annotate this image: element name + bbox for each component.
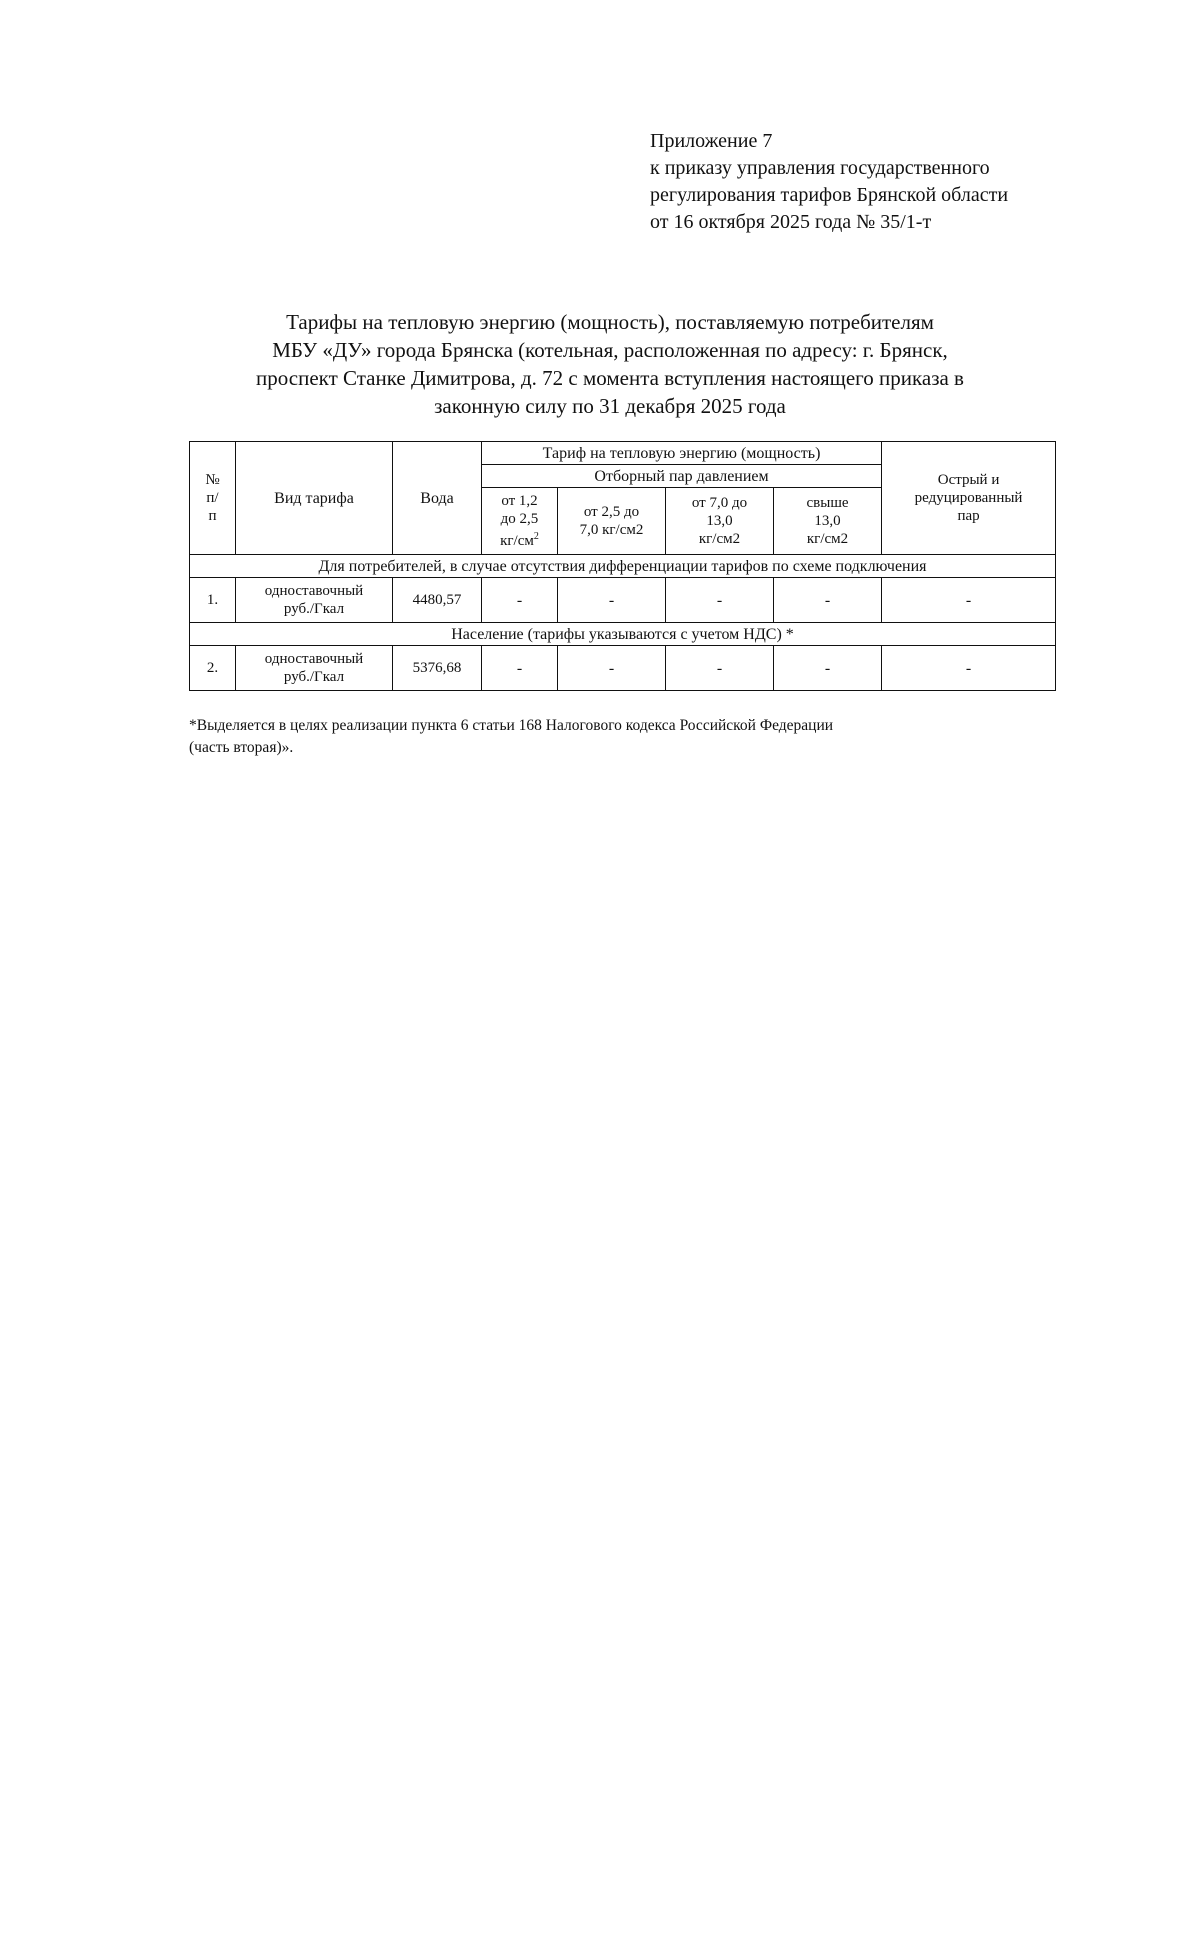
header-text: от 7,0 до bbox=[691, 495, 748, 511]
header-text: кг/см2 bbox=[698, 531, 741, 547]
header-text: от 2,5 до bbox=[583, 504, 640, 520]
kind-text: руб./Гкал bbox=[283, 669, 345, 685]
kind-text: одноставочный bbox=[264, 651, 364, 667]
header-text: пар bbox=[957, 508, 980, 524]
header-text: до 2,5 bbox=[500, 511, 539, 527]
header-text: п bbox=[208, 508, 217, 524]
header-col-2 bbox=[558, 488, 666, 555]
row-value: - bbox=[558, 646, 666, 691]
row-value: - bbox=[558, 578, 666, 623]
annex-header bbox=[650, 128, 1008, 236]
row-value: - bbox=[882, 578, 1056, 623]
header-water: Вода bbox=[393, 442, 482, 555]
annex-line: Приложение 7 bbox=[650, 130, 773, 152]
superscript: 2 bbox=[533, 531, 539, 542]
row-value: - bbox=[774, 646, 882, 691]
kind-text: одноставочный bbox=[264, 583, 364, 599]
header-text bbox=[484, 528, 555, 550]
title-line: Тарифы на тепловую энергию (мощность), поставляемую потребителям bbox=[286, 310, 934, 334]
header-kind: Вид тарифа bbox=[236, 442, 393, 555]
header-col-4 bbox=[774, 488, 882, 555]
header-text: от 1,2 bbox=[501, 493, 538, 509]
group-label: Для потребителей, в случае отсутствия дифференциации тарифов по схеме подключения bbox=[190, 555, 1056, 578]
row-value: - bbox=[482, 646, 558, 691]
header-text: п/ bbox=[206, 490, 219, 506]
table-group-row bbox=[190, 623, 1056, 646]
header-text: редуцированный bbox=[914, 490, 1023, 506]
header-text: Острый и bbox=[937, 472, 1000, 488]
table-row bbox=[190, 578, 1056, 623]
row-kind bbox=[236, 646, 393, 691]
row-number: 2. bbox=[190, 646, 236, 691]
title-line: законную силу по 31 декабря 2025 года bbox=[434, 394, 786, 418]
annex-line: регулирования тарифов Брянской области bbox=[650, 184, 1009, 206]
annex-line: к приказу управления государственного bbox=[650, 157, 990, 179]
header-col-3 bbox=[666, 488, 774, 555]
footnote-line: (часть вторая)». bbox=[189, 739, 294, 756]
row-value: - bbox=[882, 646, 1056, 691]
row-value: - bbox=[774, 578, 882, 623]
row-number: 1. bbox=[190, 578, 236, 623]
row-value: - bbox=[482, 578, 558, 623]
header-text: кг/см2 bbox=[806, 531, 849, 547]
row-kind bbox=[236, 578, 393, 623]
document-title bbox=[190, 308, 1030, 420]
tariff-table bbox=[189, 441, 1056, 691]
row-water-value: 5376,68 bbox=[393, 646, 482, 691]
row-value: - bbox=[666, 646, 774, 691]
header-tariff-group: Тариф на тепловую энергию (мощность) bbox=[482, 442, 882, 465]
group-label: Население (тарифы указываются с учетом НДС) * bbox=[190, 623, 1056, 646]
header-text: № bbox=[205, 472, 220, 488]
header-number bbox=[190, 442, 236, 555]
header-sharp-steam bbox=[882, 442, 1056, 555]
header-text: кг/см bbox=[500, 533, 534, 549]
footnote-line: *Выделяется в целях реализации пункта 6 статьи 168 Налогового кодекса Российской Федерации bbox=[189, 717, 834, 734]
row-value: - bbox=[666, 578, 774, 623]
footnote bbox=[189, 715, 1069, 759]
annex-line: от 16 октября 2025 года № 35/1-т bbox=[650, 211, 932, 233]
header-steam-group: Отборный пар давлением bbox=[482, 465, 882, 488]
title-line: проспект Станке Димитрова, д. 72 с момента вступления настоящего приказа в bbox=[256, 366, 964, 390]
row-water-value: 4480,57 bbox=[393, 578, 482, 623]
table-group-row bbox=[190, 555, 1056, 578]
header-text: свыше bbox=[806, 495, 849, 511]
header-text: 7,0 кг/см2 bbox=[579, 522, 644, 538]
header-text: 13,0 bbox=[706, 513, 733, 529]
table-row bbox=[190, 646, 1056, 691]
header-col-1 bbox=[482, 488, 558, 555]
kind-text: руб./Гкал bbox=[283, 601, 345, 617]
header-text: 13,0 bbox=[814, 513, 841, 529]
title-line: МБУ «ДУ» города Брянска (котельная, расположенная по адресу: г. Брянск, bbox=[272, 338, 948, 362]
